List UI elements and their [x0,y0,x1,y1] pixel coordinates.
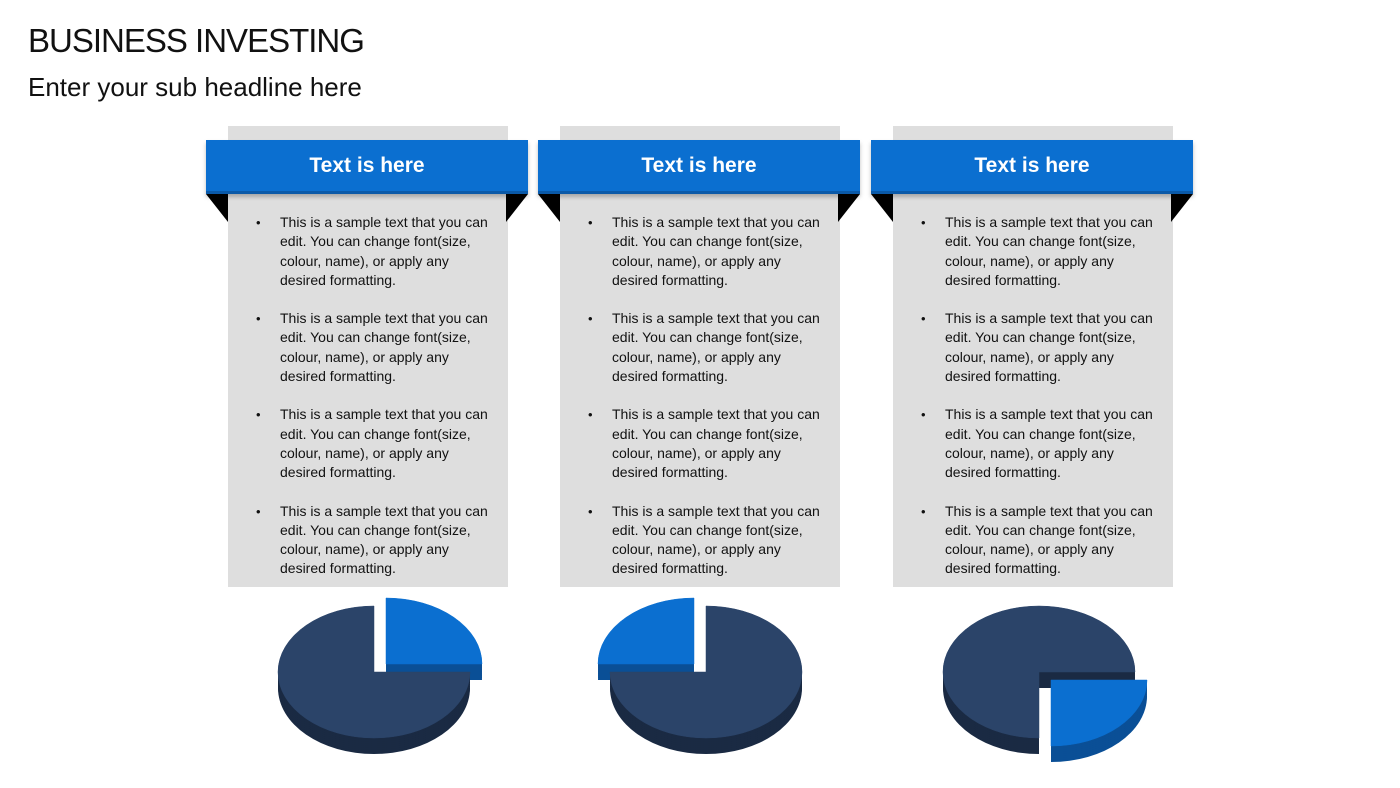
bullet-item: • This is a sample text that you can edit. You can change font(size, colour, name), or apply any desired formatting. [921,213,1161,290]
ribbon-fold-left [206,194,228,222]
bullet-item: • This is a sample text that you can edit. You can change font(size, colour, name), or apply any desired formatting. [256,502,496,579]
pie-chart [919,594,1159,784]
ribbon-fold-right [838,194,860,222]
pie-slice-highlight [386,598,482,664]
bullet-item: • This is a sample text that you can edit. You can change font(size, colour, name), or apply any desired formatting. [256,213,496,290]
page-subtitle: Enter your sub headline here [28,72,362,102]
bullet-item: • This is a sample text that you can edit. You can change font(size, colour, name), or apply any desired formatting. [588,405,828,482]
bullet-list [921,213,1161,598]
bullet-item: • This is a sample text that you can edit. You can change font(size, colour, name), or apply any desired formatting. [921,502,1161,579]
bullet-list [256,213,496,598]
bullet-item: • This is a sample text that you can edit. You can change font(size, colour, name), or apply any desired formatting. [588,213,828,290]
ribbon-fold-right [1171,194,1193,222]
bullet-list [588,213,828,598]
column-heading: Text is here [206,140,528,194]
ribbon-fold-left [871,194,893,222]
pie-slice-highlight [598,598,694,664]
column-heading: Text is here [538,140,860,194]
bullet-item: • This is a sample text that you can edit. You can change font(size, colour, name), or apply any desired formatting. [588,309,828,386]
pie-slice-highlight [1051,680,1147,746]
column-2 [538,126,862,786]
bullet-item: • This is a sample text that you can edit. You can change font(size, colour, name), or apply any desired formatting. [921,405,1161,482]
pie-chart [254,594,494,784]
ribbon-fold-left [538,194,560,222]
bullet-item: • This is a sample text that you can edit. You can change font(size, colour, name), or apply any desired formatting. [921,309,1161,386]
bullet-item: • This is a sample text that you can edit. You can change font(size, colour, name), or apply any desired formatting. [256,405,496,482]
bullet-item: • This is a sample text that you can edit. You can change font(size, colour, name), or apply any desired formatting. [588,502,828,579]
column-heading: Text is here [871,140,1193,194]
pie-chart [586,594,826,784]
bullet-item: • This is a sample text that you can edit. You can change font(size, colour, name), or apply any desired formatting. [256,309,496,386]
column-3 [871,126,1195,786]
page-title: BUSINESS INVESTING [28,22,364,59]
ribbon-fold-right [506,194,528,222]
column-1 [206,126,530,786]
